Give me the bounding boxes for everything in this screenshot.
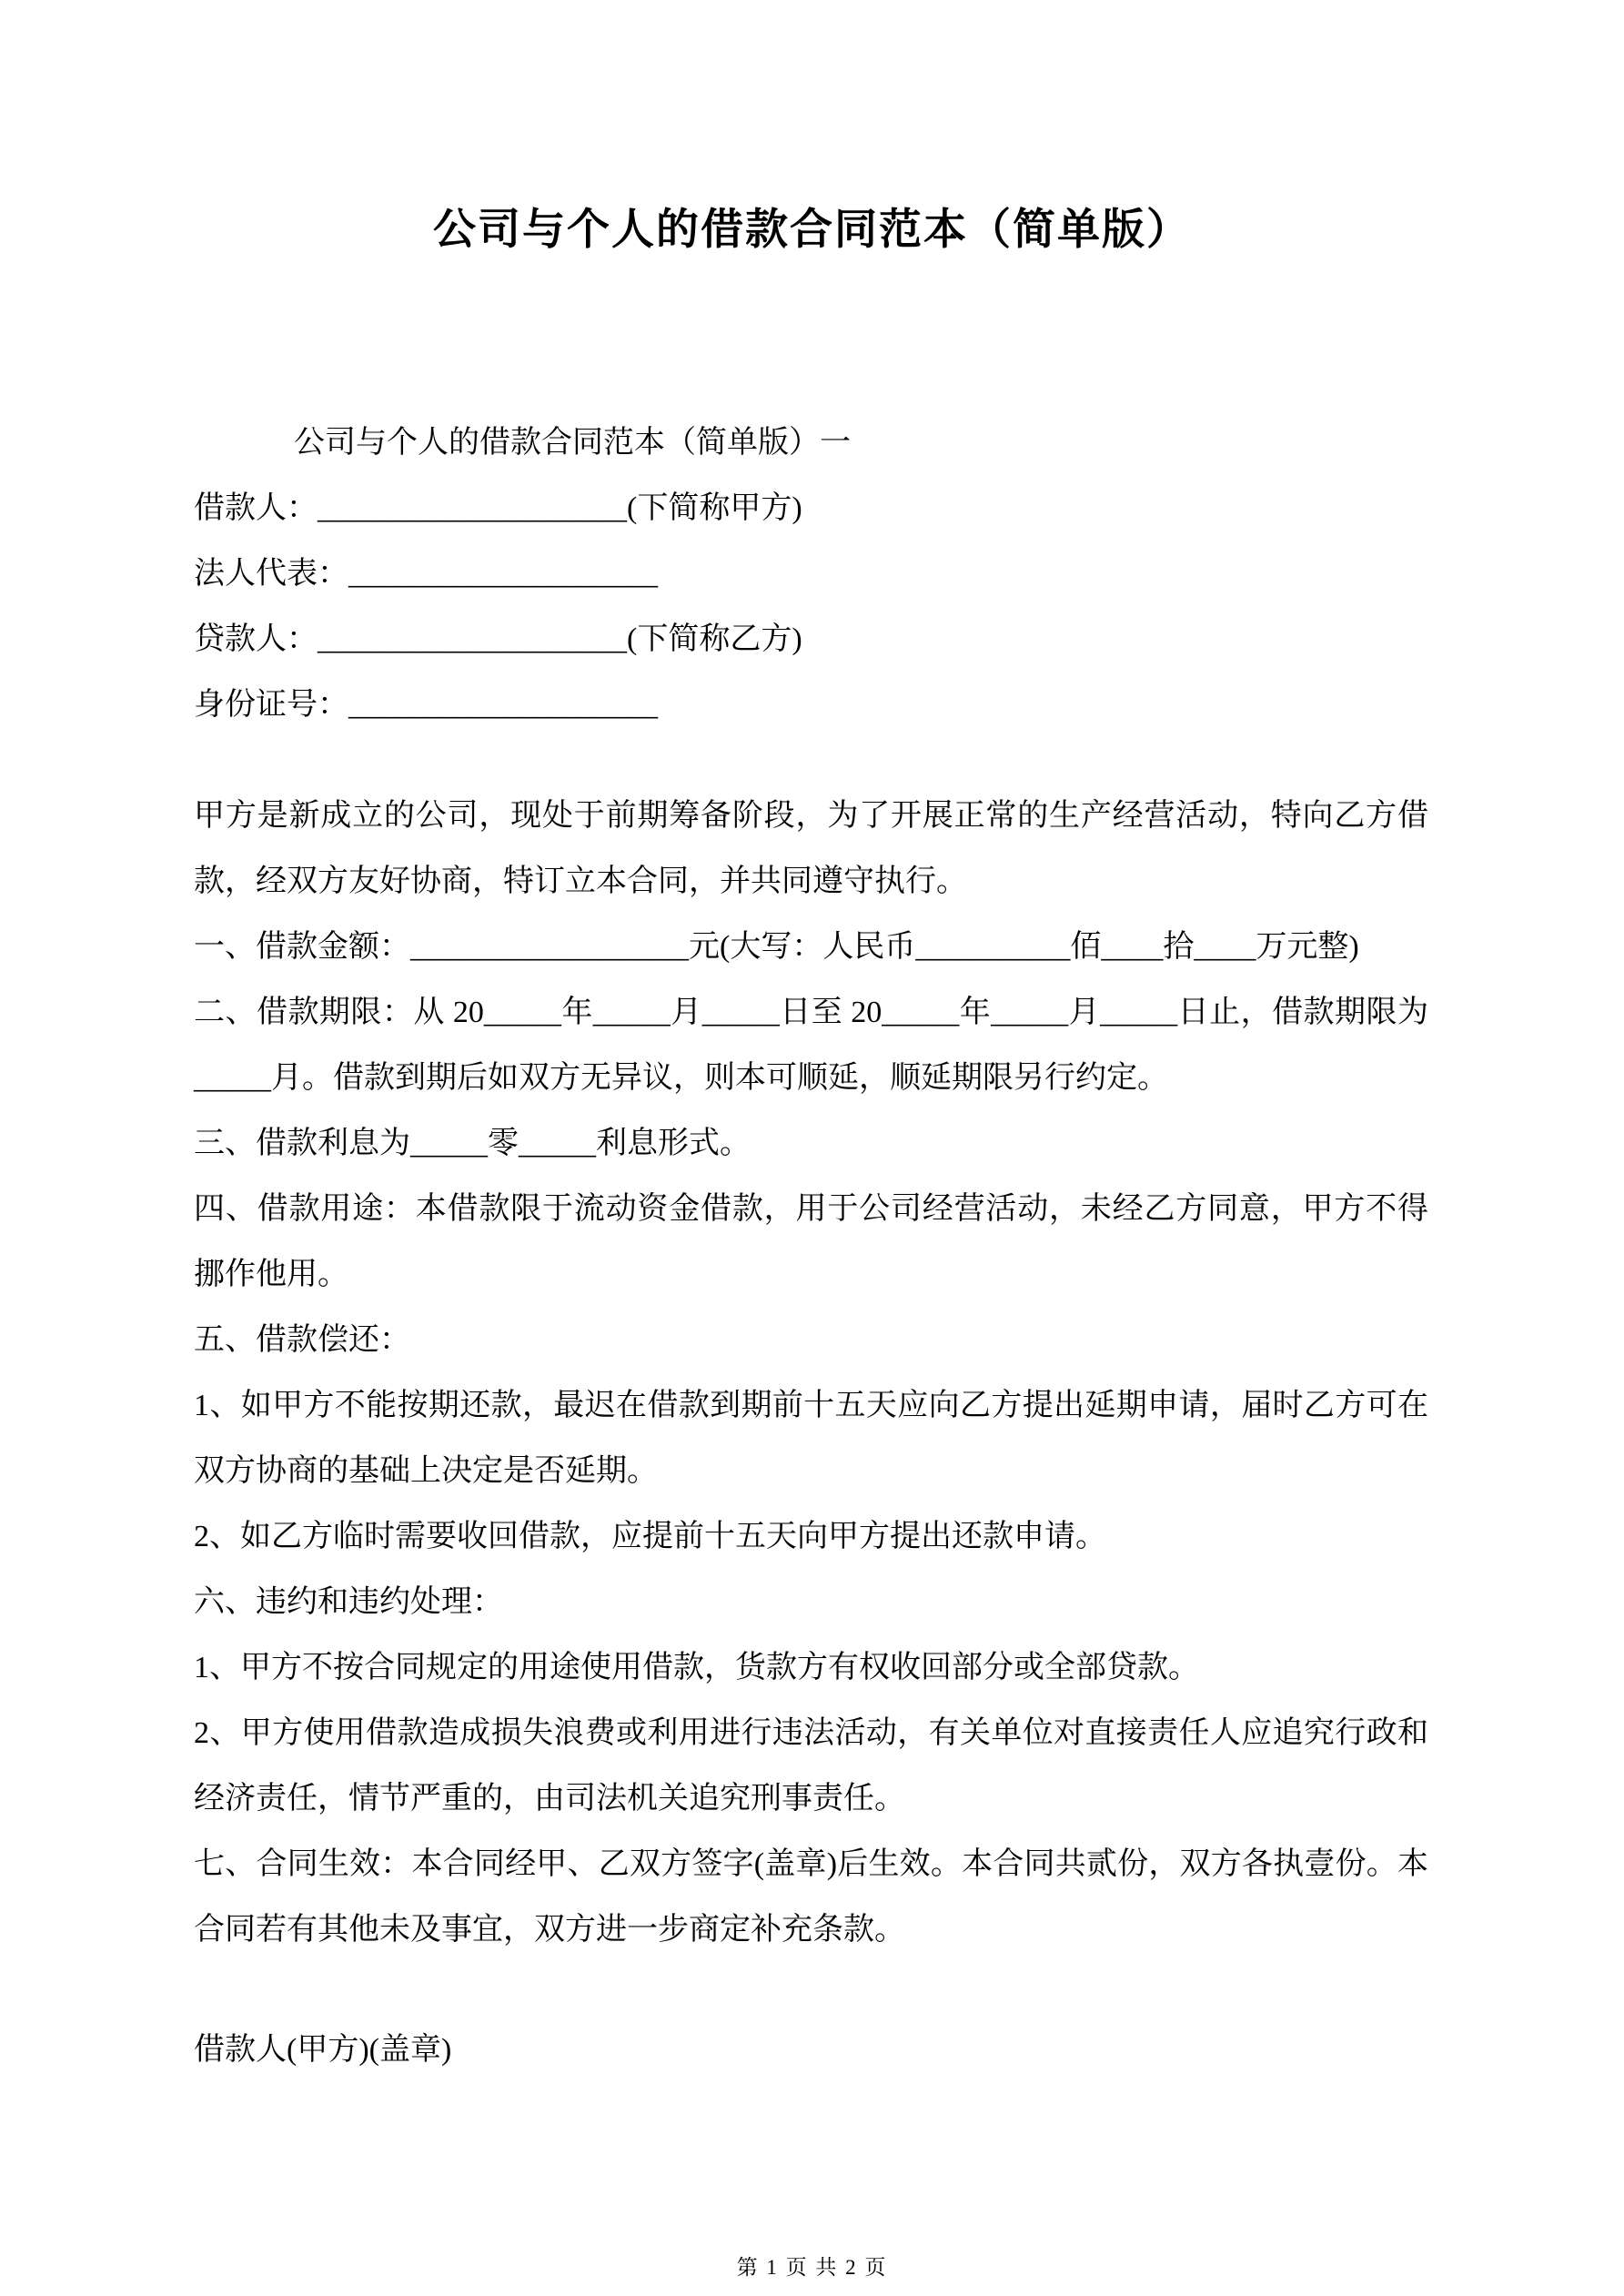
clause-repayment-item-1: 1、如甲方不能按期还款，最迟在借款到期前十五天应向乙方提出延期申请，届时乙方可在双方协商的基础上决定是否延期。 (194, 1389, 1428, 1488)
preamble-paragraph: 甲方是新成立的公司，现处于前期筹备阶段，为了开展正常的生产经营活动，特向乙方借款，经双方友好协商，特订立本合同，并共同遵守执行。 (194, 799, 1428, 898)
id-number-line: 身份证号：____________________ (194, 688, 658, 722)
clause-effectiveness: 七、合同生效：本合同经甲、乙双方签字(盖章)后生效。本合同共贰份，双方各执壹份。本合同若有其他未及事宜，双方进一步商定补充条款。 (194, 1847, 1428, 1947)
clause-loan-term: 二、借款期限：从 20_____年_____月_____日至 20_____年_____月_____日止，借款期限为_____月。借款到期后如双方无异议，则本可顺延，顺延期限另行约定。 (194, 996, 1428, 1095)
clause-repayment-item-2: 2、如乙方临时需要收回借款，应提前十五天向甲方提出还款申请。 (194, 1520, 1106, 1553)
clause-purpose: 四、借款用途：本借款限于流动资金借款，用于公司经营活动，未经乙方同意，甲方不得挪作他用。 (194, 1192, 1428, 1291)
clause-interest: 三、借款利息为_____零_____利息形式。 (194, 1127, 751, 1160)
page-title: 公司与个人的借款合同范本（简单版） (433, 207, 1191, 254)
clause-repayment-heading: 五、借款偿还： (194, 1323, 410, 1357)
page-number-footer: 第 1 页 共 2 页 (736, 2256, 888, 2279)
legal-representative-line: 法人代表：____________________ (194, 557, 658, 591)
clause-breach-item-1: 1、甲方不按合同规定的用途使用借款，货款方有权收回部分或全部贷款。 (194, 1651, 1199, 1684)
clause-breach-heading: 六、违约和违约处理： (194, 1585, 503, 1619)
document-subtitle: 公司与个人的借款合同范本（简单版）一 (294, 426, 851, 460)
contract-body (194, 410, 1428, 2083)
clause-breach-item-2: 2、甲方使用借款造成损失浪费或利用进行违法活动，有关单位对直接责任人应追究行政和经济责任，情节严重的，由司法机关追究刑事责任。 (194, 1716, 1428, 1816)
spacer (194, 738, 1428, 784)
signature-block (194, 2018, 1428, 2083)
borrower-line: 借款人：____________________(下简称甲方) (194, 491, 802, 525)
borrower-signature-line: 借款人(甲方)(盖章) (194, 2033, 452, 2067)
lender-line: 贷款人：____________________(下简称乙方) (194, 622, 802, 656)
clause-loan-amount: 一、借款金额：__________________元(大写：人民币__________佰____拾____万元整) (194, 930, 1359, 964)
